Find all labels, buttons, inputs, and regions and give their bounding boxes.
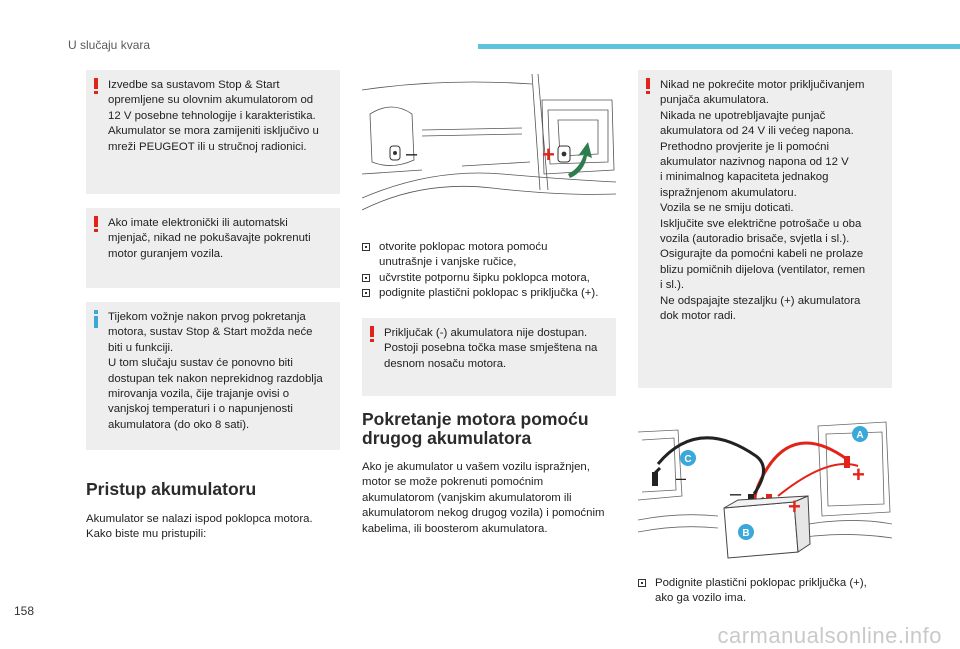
checkbox-bullet-icon (638, 579, 646, 587)
warning-icon (646, 78, 650, 94)
paragraph-jump-start: Ako je akumulator u vašem vozilu ispražnjen, motor se može pokrenuti pomoćnim akumulatorom (vanjskim akumulatorom ili akumulatorom nekog drugog vozila) i pomoćnim kabelima, ili boosterom akumulatora. (362, 461, 605, 535)
checkbox-bullet-icon (362, 274, 370, 282)
warning-icon (94, 78, 98, 94)
svg-text:C: C (684, 454, 692, 465)
list-item: podignite plastični poklopac s priključka (+). (362, 286, 616, 301)
minus-label-engine: – (676, 468, 687, 488)
list-item: učvrstite potpornu šipku poklopca motora, (362, 271, 616, 286)
plus-label: + (542, 142, 555, 167)
heading-line-1: Pokretanje motora pomoću (362, 409, 589, 429)
warning-text: Izvedbe sa sustavom Stop & Start opremljene su olovnim akumulatorom od 12 V posebne tehnologije i karakteristika. Akumulator se mora zamijeniti isključivo u mreži PEUGEOT ili u stručnoj radionici. (108, 79, 319, 153)
battery-terminal-plus-icon (558, 146, 570, 162)
jump-start-illustration (638, 416, 892, 566)
info-icon (94, 310, 98, 326)
svg-text:B: B (742, 528, 750, 539)
info-text: Tijekom vožnje nakon prvog pokretanja motora, sustav Stop & Start možda neće biti u funkciji. U tom slučaju sustav će ponovno biti dostupan tek nakon neprekidnog razdoblja mirovanja vozila, čije trajanje ovisi o vanjskoj temperaturi i o napunjenosti akumulatora (do oko 8 sati). (108, 311, 323, 431)
warning-icon (370, 326, 374, 342)
header-accent-bar (478, 44, 960, 49)
plus-label-vehicle: + (852, 462, 865, 487)
marker-b (738, 524, 754, 540)
battery-terminal-minus-icon (390, 146, 400, 160)
paragraph-battery-access: Akumulator se nalazi ispod poklopca motora. Kako biste mu pristupili: (86, 513, 313, 541)
list-item: otvorite poklopac motora pomoću unutrašnje i vanjske ručice, (362, 240, 616, 271)
warning-box-stop-start (86, 70, 340, 194)
watermark: carmanualsonline.info (717, 623, 942, 648)
warning-text: Ako imate elektronički ili automatski mjenjač, nikad ne pokušavajte pokrenuti motor guranjem vozila. (108, 217, 311, 260)
warning-box-gearbox (86, 208, 340, 288)
page-number: 158 (14, 604, 35, 618)
marker-a (852, 426, 868, 442)
warning-box-negative-terminal (362, 318, 616, 396)
heading-line-2: drugog akumulatora (362, 428, 532, 448)
marker-c (680, 450, 696, 466)
svg-text:A: A (856, 430, 864, 441)
access-steps-list (362, 240, 616, 302)
checkbox-bullet-icon (362, 243, 370, 251)
checkbox-bullet-icon (362, 289, 370, 297)
heading-jump-start (362, 410, 589, 448)
engine-bay-illustration (362, 70, 616, 222)
warning-text: Priključak (-) akumulatora nije dostupan. Postoji posebna točka mase smještena na desnom nosaču motora. (384, 327, 598, 370)
minus-label: – (730, 483, 742, 505)
warning-box-charger (638, 70, 892, 388)
heading-battery-access: Pristup akumulatoru (86, 479, 257, 499)
section-title: U slučaju kvara (68, 38, 151, 52)
warning-text: Nikad ne pokrećite motor priključivanjem punjača akumulatora. Nikada ne upotrebljavajte punjač akumulatora od 24 V ili većeg napona. Prethodno provjerite je li pomoćni akumulator nazivnog napona od 12 V i minimalnog kapaciteta jednakog ispražnjenom akumulatoru. Vozila se ne smiju doticati. Isključite sve električne potrošače u oba vozila (autoradio brisače, svjetla i sl.). Osigurajte da pomoćni kabeli ne prolaze blizu pomičnih dijelova (ventilator, remen i sl.). Ne odspajajte stezaljku (+) akumulatora dok motor radi. (660, 79, 866, 323)
jump-start-steps-list (638, 576, 892, 607)
warning-icon (94, 216, 98, 232)
info-box-stop-start (86, 302, 340, 450)
list-item: Podignite plastični poklopac priključka (+), ako ga vozilo ima. (638, 576, 892, 607)
minus-label: – (406, 143, 418, 165)
plus-label: + (788, 494, 801, 519)
